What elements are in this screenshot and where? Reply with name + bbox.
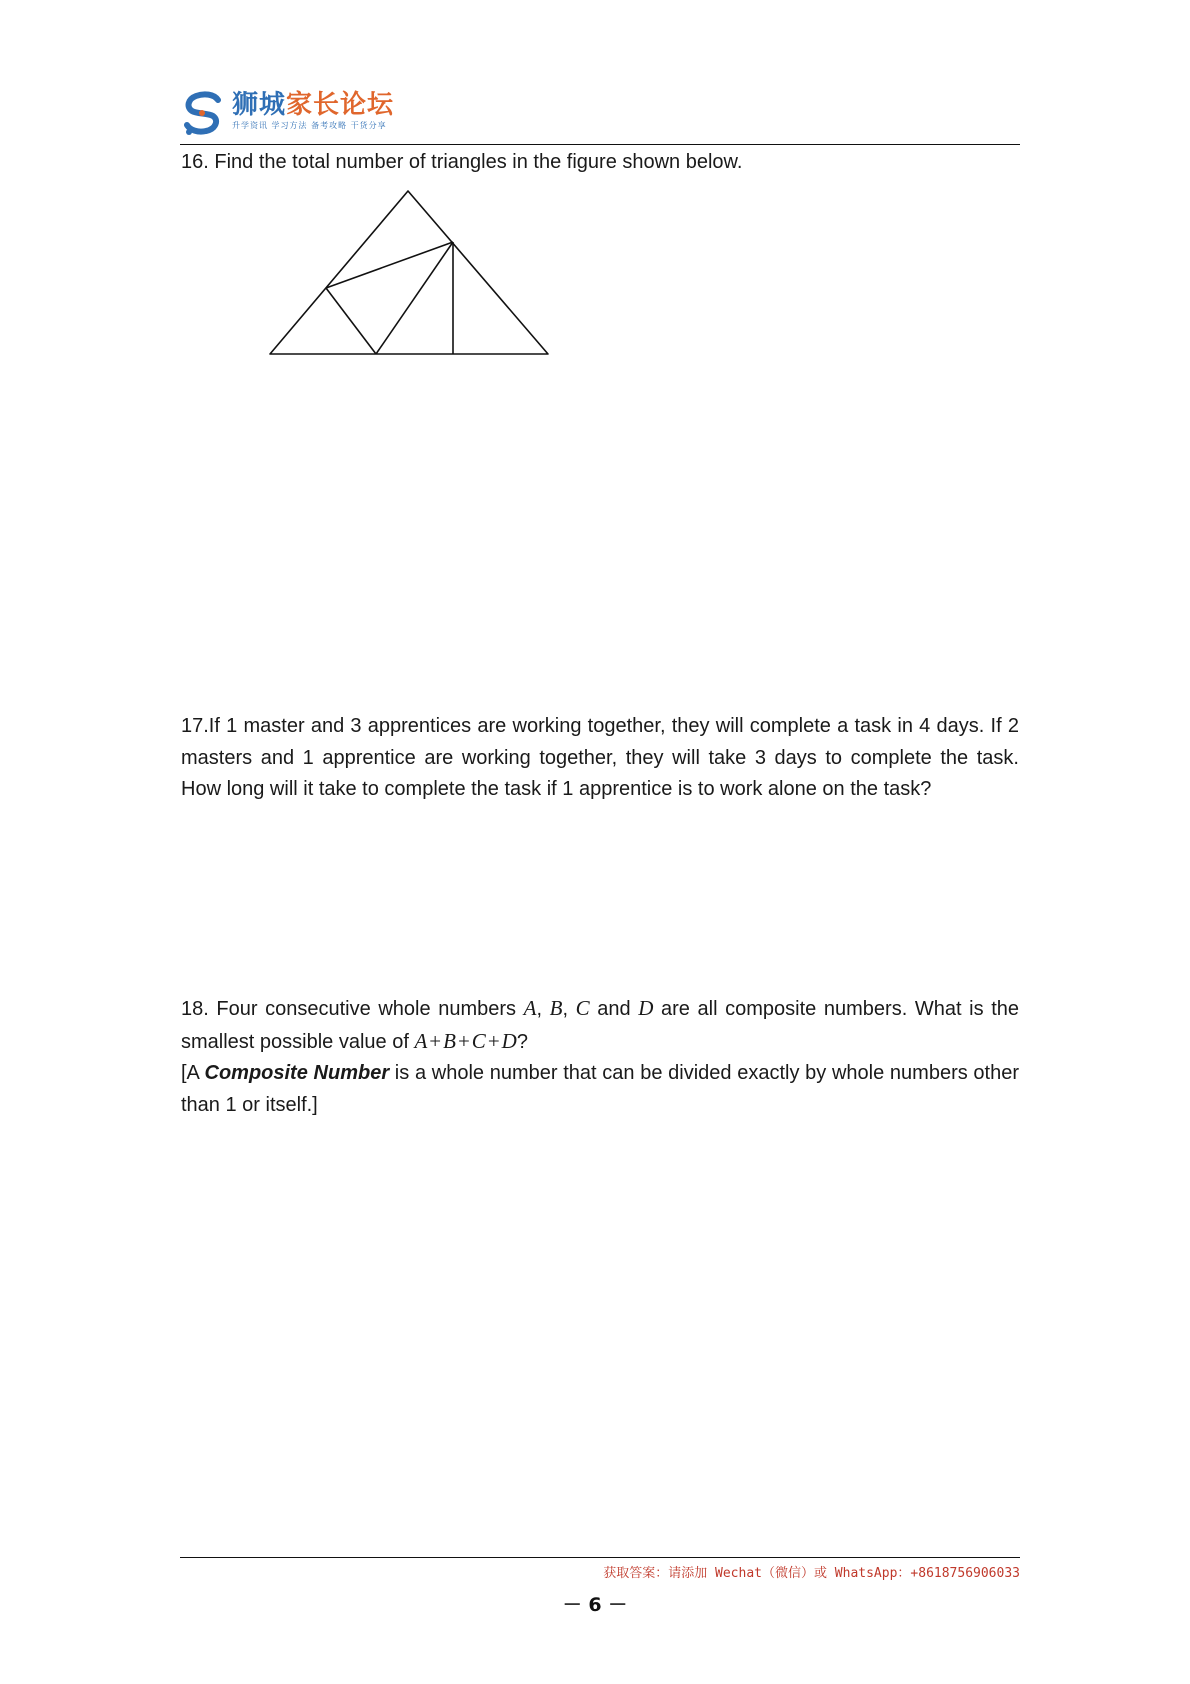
header-divider [180, 144, 1020, 145]
note-open: [A [181, 1062, 205, 1084]
logo-subtitle: 升学资讯 学习方法 备考攻略 干货分享 [232, 121, 387, 130]
forum-logo [180, 90, 394, 142]
logo-title-blue: 狮城 [232, 90, 287, 120]
logo-title-orange: 家长论坛 [286, 90, 395, 120]
composite-number-term: Composite Number [204, 1062, 390, 1084]
plus-sign: + [457, 1028, 470, 1053]
plus-sign: + [429, 1028, 442, 1053]
logo-s-icon [180, 90, 226, 136]
segment-e-f [376, 242, 453, 354]
q18-sep2: , [562, 998, 576, 1020]
q18-and: and [589, 998, 639, 1020]
question-17: 17.If 1 master and 3 apprentices are working together, they will complete a task in 4 days. If 2 masters and 1 apprentice are working together, they will take 3 days to complete the task. How long will it take to complete the task if 1 apprentice is to work alone on the task? [181, 715, 1019, 800]
var-d: D [638, 996, 654, 1020]
question-16: 16. Find the total number of triangles in the figure shown below. [181, 151, 743, 173]
question-18 [181, 993, 1019, 1121]
note-rest: is a whole number that can be divided exactly by whole numbers other than 1 or itself.] [181, 1062, 1020, 1116]
var-c: C [575, 996, 590, 1020]
var-a: A [523, 996, 537, 1020]
var-b: B [549, 996, 563, 1020]
sum-c: C [471, 1028, 486, 1053]
triangle-figure [260, 186, 560, 358]
page-number: － 6 － [562, 1594, 628, 1616]
segment-d-f [326, 288, 376, 354]
plus-sign: + [487, 1028, 500, 1053]
sum-a: A [414, 1028, 428, 1053]
sum-b: B [443, 1028, 456, 1053]
q18-intro: 18. Four consecutive whole numbers [181, 998, 524, 1020]
footer-divider [180, 1557, 1020, 1558]
contact-note: 获取答案：请添加 Wechat（微信）或 WhatsApp：+8618756906033 [603, 1566, 1020, 1581]
q18-sep1: , [536, 998, 550, 1020]
page-header [180, 90, 1020, 146]
logo-title [232, 90, 394, 120]
q18-tail: are all composite numbers. What is the smallest possible value of [181, 998, 1019, 1053]
sum-d: D [501, 1028, 517, 1053]
outer-triangle [270, 191, 548, 354]
sum-expression [414, 1028, 517, 1053]
q18-question-mark: ? [516, 1030, 528, 1053]
